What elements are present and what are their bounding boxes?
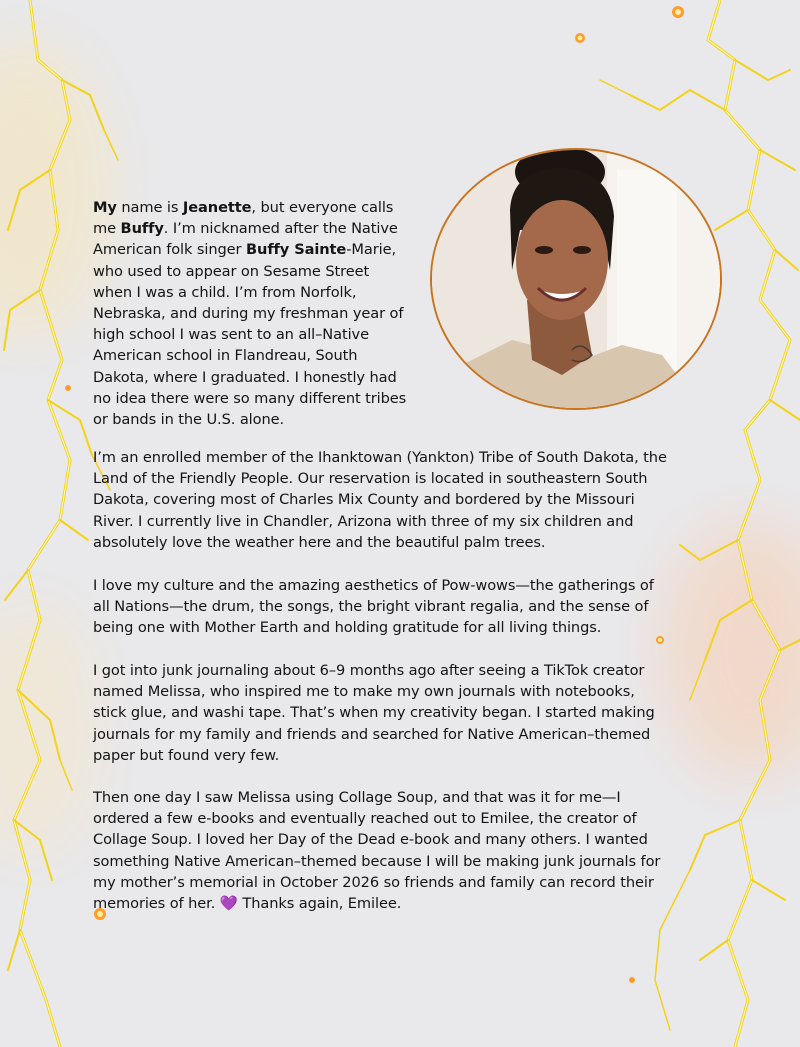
text-line	[93, 197, 428, 218]
text-run: . I’m nicknamed after the Native	[163, 220, 398, 238]
culture-paragraph	[93, 575, 713, 639]
text-line: stick glue, and washi tape. That’s when my creativity began. I started making	[93, 704, 655, 722]
text-line	[93, 218, 428, 239]
collage-soup-paragraph	[93, 787, 713, 914]
bold-text: Buffy Sainte	[246, 241, 347, 259]
text-line: being one with Mother Earth and holding gratitude for all living things.	[93, 619, 602, 637]
text-line: something Native American–themed because I will be making junk journals for	[93, 852, 661, 870]
text-line	[93, 409, 428, 430]
text-line: journals for my family and friends and searched for Native American–themed	[93, 725, 651, 743]
text-line: all Nations—the drum, the songs, the bright vibrant regalia, and the sense of	[93, 598, 649, 616]
text-line	[93, 324, 428, 345]
text-line	[93, 282, 428, 303]
text-run: high school I was sent to an all–Native	[93, 326, 369, 344]
text-line	[93, 388, 428, 409]
text-line: I’m an enrolled member of the Ihanktowan (Yankton) Tribe of South Dakota, the	[93, 449, 667, 466]
text-line: Collage Soup. I loved her Day of the Dead e-book and many others. I wanted	[93, 831, 648, 849]
text-run: Dakota, where I graduated. I honestly had	[93, 368, 397, 386]
text-line	[93, 239, 428, 260]
text-line: I got into junk journaling about 6–9 months ago after seeing a TikTok creator	[93, 662, 645, 679]
journaling-paragraph	[93, 660, 713, 766]
closing-text: memories of her.	[93, 895, 216, 913]
text-run: or bands in the U.S. alone.	[93, 411, 285, 429]
text-line: Dakota, covering most of Charles Mix County and bordered by the Missouri	[93, 491, 635, 509]
text-run: who used to appear on Sesame Street	[93, 262, 370, 280]
text-line: Then one day I saw Melissa using Collage Soup, and that was it for me—I	[93, 789, 621, 806]
text-line	[93, 345, 428, 366]
text-line: paper but found very few.	[93, 746, 280, 764]
text-line	[93, 367, 428, 388]
text-run: name is	[116, 199, 183, 216]
portrait-photo	[430, 148, 722, 410]
text-line: absolutely love the weather here and the beautiful palm trees.	[93, 533, 546, 551]
text-line	[93, 303, 428, 324]
bold-text: My	[93, 199, 117, 216]
text-line: I love my culture and the amazing aesthetics of Pow-wows—the gatherings of	[93, 577, 654, 594]
text-line: my mother’s memorial in October 2026 so friends and family can record their	[93, 873, 654, 891]
text-run: -Marie,	[346, 241, 397, 259]
heart-icon: 💜	[219, 895, 238, 913]
text-line: Land of the Friendly People. Our reservation is located in southeastern South	[93, 470, 648, 488]
text-run: when I was a child. I’m from Norfolk,	[93, 283, 357, 301]
text-run: American school in Flandreau, South	[93, 347, 358, 365]
text-line: ordered a few e-books and eventually reached out to Emilee, the creator of	[93, 810, 637, 828]
bold-text: Buffy	[120, 220, 164, 238]
text-run: American folk singer	[93, 241, 246, 259]
text-run: no idea there were so many different tribes	[93, 389, 407, 407]
text-run: Nebraska, and during my freshman year of	[93, 305, 404, 323]
text-line: named Melissa, who inspired me to make my own journals with notebooks,	[93, 683, 635, 701]
intro-paragraph	[93, 197, 428, 430]
text-line: River. I currently live in Chandler, Arizona with three of my six children and	[93, 512, 634, 530]
text-run: , but everyone calls	[251, 199, 394, 216]
thanks-text: Thanks again, Emilee.	[237, 895, 402, 913]
bold-text: Jeanette	[182, 199, 252, 216]
tribe-paragraph	[93, 447, 713, 553]
text-line	[93, 893, 713, 914]
text-run: me	[93, 220, 121, 238]
portrait-photo-icon	[432, 150, 720, 408]
text-line	[93, 261, 428, 282]
